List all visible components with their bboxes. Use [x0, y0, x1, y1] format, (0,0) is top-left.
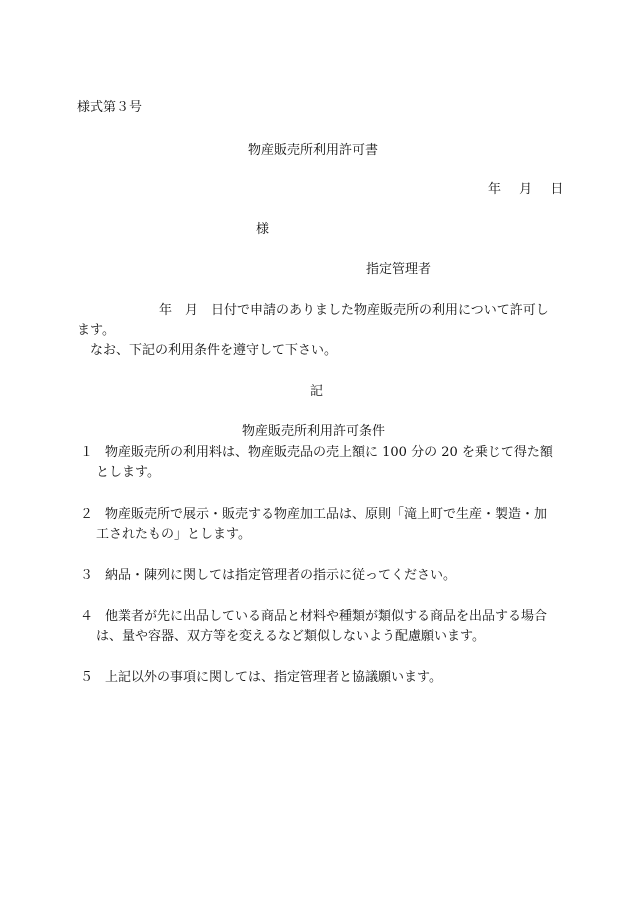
- condition-item: [80, 668, 558, 688]
- condition-number: ３: [80, 568, 94, 583]
- form-number: 様式第３号: [77, 100, 143, 115]
- condition-text: 物産販売所で展示・販売する物産加工品は、原則「滝上町で生産・製造・加工されたもの」とします。: [96, 507, 548, 542]
- document-title: 物産販売所利用許可書: [248, 143, 379, 158]
- condition-text: 他業者が先に出品している商品と材料や種類が類似する商品を出品する場合は、量や容器、双方等を変えるなど類似しないよう配慮願います。: [96, 609, 548, 644]
- condition-number: ２: [80, 507, 94, 522]
- ki-heading: 記: [310, 384, 324, 399]
- condition-item: [80, 505, 558, 545]
- condition-text: 納品・陳列に関しては指定管理者の指示に従ってください。: [105, 568, 457, 583]
- addressee: 様: [256, 222, 270, 237]
- body-paragraph-permission: [77, 301, 557, 341]
- condition-item: [80, 566, 558, 586]
- issue-date: [488, 181, 563, 199]
- body-paragraph-permission-text: 年 月 日付で申請のありました物産販売所の利用について許可します。: [77, 303, 549, 338]
- issuer: 指定管理者: [366, 262, 432, 277]
- condition-text: 物産販売所の利用料は、物産販売品の売上額に 100 分の 20 を乗じて得た額とします。: [96, 445, 553, 480]
- body-paragraph-compliance: なお、下記の利用条件を遵守して下さい。: [90, 343, 338, 358]
- conditions-title: 物産販売所利用許可条件: [242, 424, 386, 439]
- date-month: 月: [519, 182, 533, 197]
- date-day: 日: [550, 182, 564, 197]
- date-year: 年: [488, 182, 502, 197]
- condition-number: ５: [80, 670, 94, 685]
- condition-item: [80, 607, 558, 647]
- condition-number: ４: [80, 609, 94, 624]
- condition-text: 上記以外の事項に関しては、指定管理者と協議願います。: [105, 670, 442, 685]
- condition-number: １: [80, 445, 94, 460]
- condition-item: [80, 443, 558, 483]
